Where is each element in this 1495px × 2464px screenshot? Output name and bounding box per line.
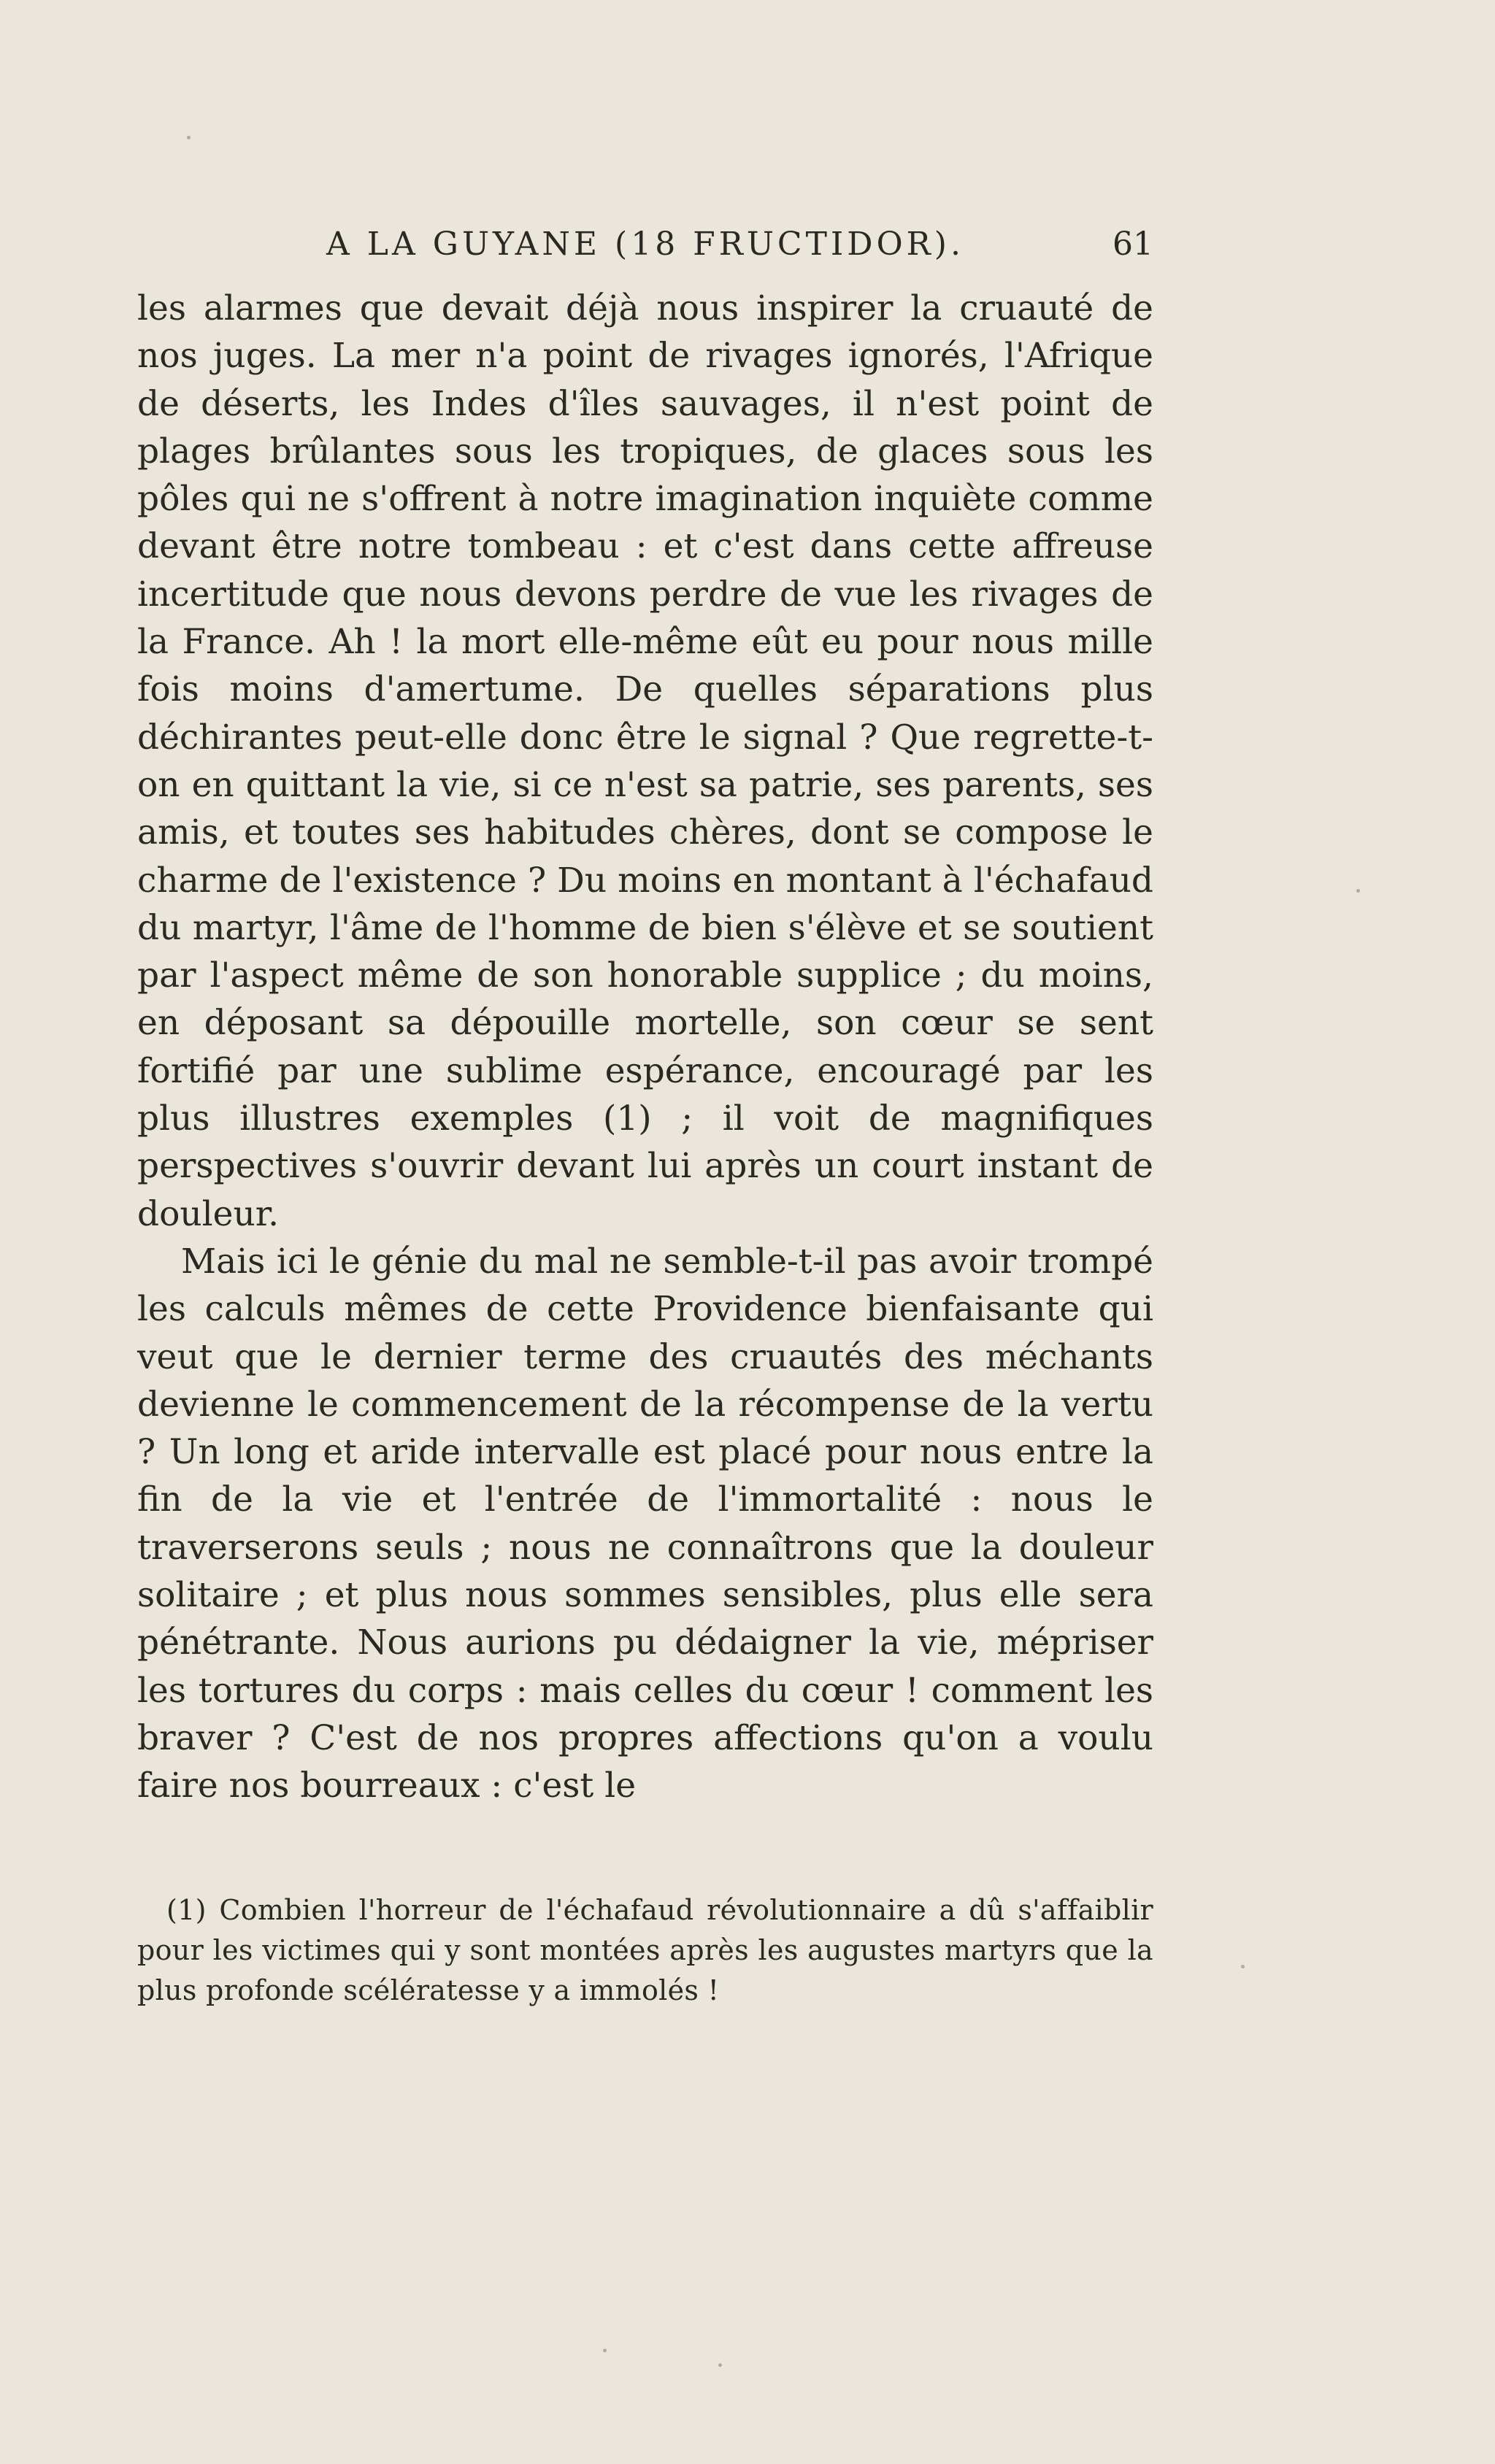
paper-speck <box>187 136 191 139</box>
paper-speck <box>1356 889 1360 893</box>
footnote: (1) Combien l'horreur de l'échafaud révolutionnaire a dû s'affaiblir pour les victimes qui y sont montées après les augustes martyrs que la plus profonde scélératesse y a immolés ! <box>137 1894 1153 2006</box>
body-text <box>137 285 1153 1810</box>
paper-speck <box>603 2349 607 2352</box>
paper-speck <box>718 2363 722 2367</box>
paragraph: les alarmes que devait déjà nous inspirer la cruauté de nos juges. La mer n'a point de rivages ignorés, l'Afrique de déserts, les Indes d'îles sauvages, il n'est point de plages brûlantes sous les tropiques, de glaces sous les pôles qui ne s'offrent à notre imagination inquiète comme devant être notre tombeau : et c'est dans cette affreuse incertitude que nous devons perdre de vue les rivages de la France. Ah ! la mort elle-même eût eu pour nous mille fois moins d'amertume. De quelles séparations plus déchirantes peut-elle donc être le signal ? Que regrette-t-on en quittant la vie, si ce n'est sa patrie, ses parents, ses amis, et toutes ses habitudes chères, dont se compose le charme de l'existence ? Du moins en montant à l'échafaud du martyr, l'âme de l'homme de bien s'élève et se soutient par l'aspect même de son honorable supplice ; du moins, en déposant sa dépouille mortelle, son cœur se sent fortifié par une sublime espérance, encouragé par les plus illustres exemples (1) ; il voit de magnifiques perspectives s'ouvrir devant lui après un court instant de douleur. <box>137 288 1153 1234</box>
paragraph: Mais ici le génie du mal ne semble-t-il pas avoir trompé les calculs mêmes de cette Providence bienfaisante qui veut que le dernier terme des cruautés des méchants devienne le commencement de la récompense de la vertu ? Un long et aride intervalle est placé pour nous entre la fin de la vie et l'entrée de l'immortalité : nous le traverserons seuls ; nous ne connaîtrons que la douleur solitaire ; et plus nous sommes sensibles, plus elle sera pénétrante. Nous aurions pu dédaigner la vie, mépriser les tortures du corps : mais celles du cœur ! comment les braver ? C'est de nos propres affections qu'on a voulu faire nos bourreaux : c'est le <box>137 1241 1153 1806</box>
running-title: A LA GUYANE (18 FRUCTIDOR). <box>326 226 964 263</box>
page-number: 61 <box>1112 226 1153 263</box>
running-head <box>137 219 1153 270</box>
paper-speck <box>1241 1965 1245 1968</box>
